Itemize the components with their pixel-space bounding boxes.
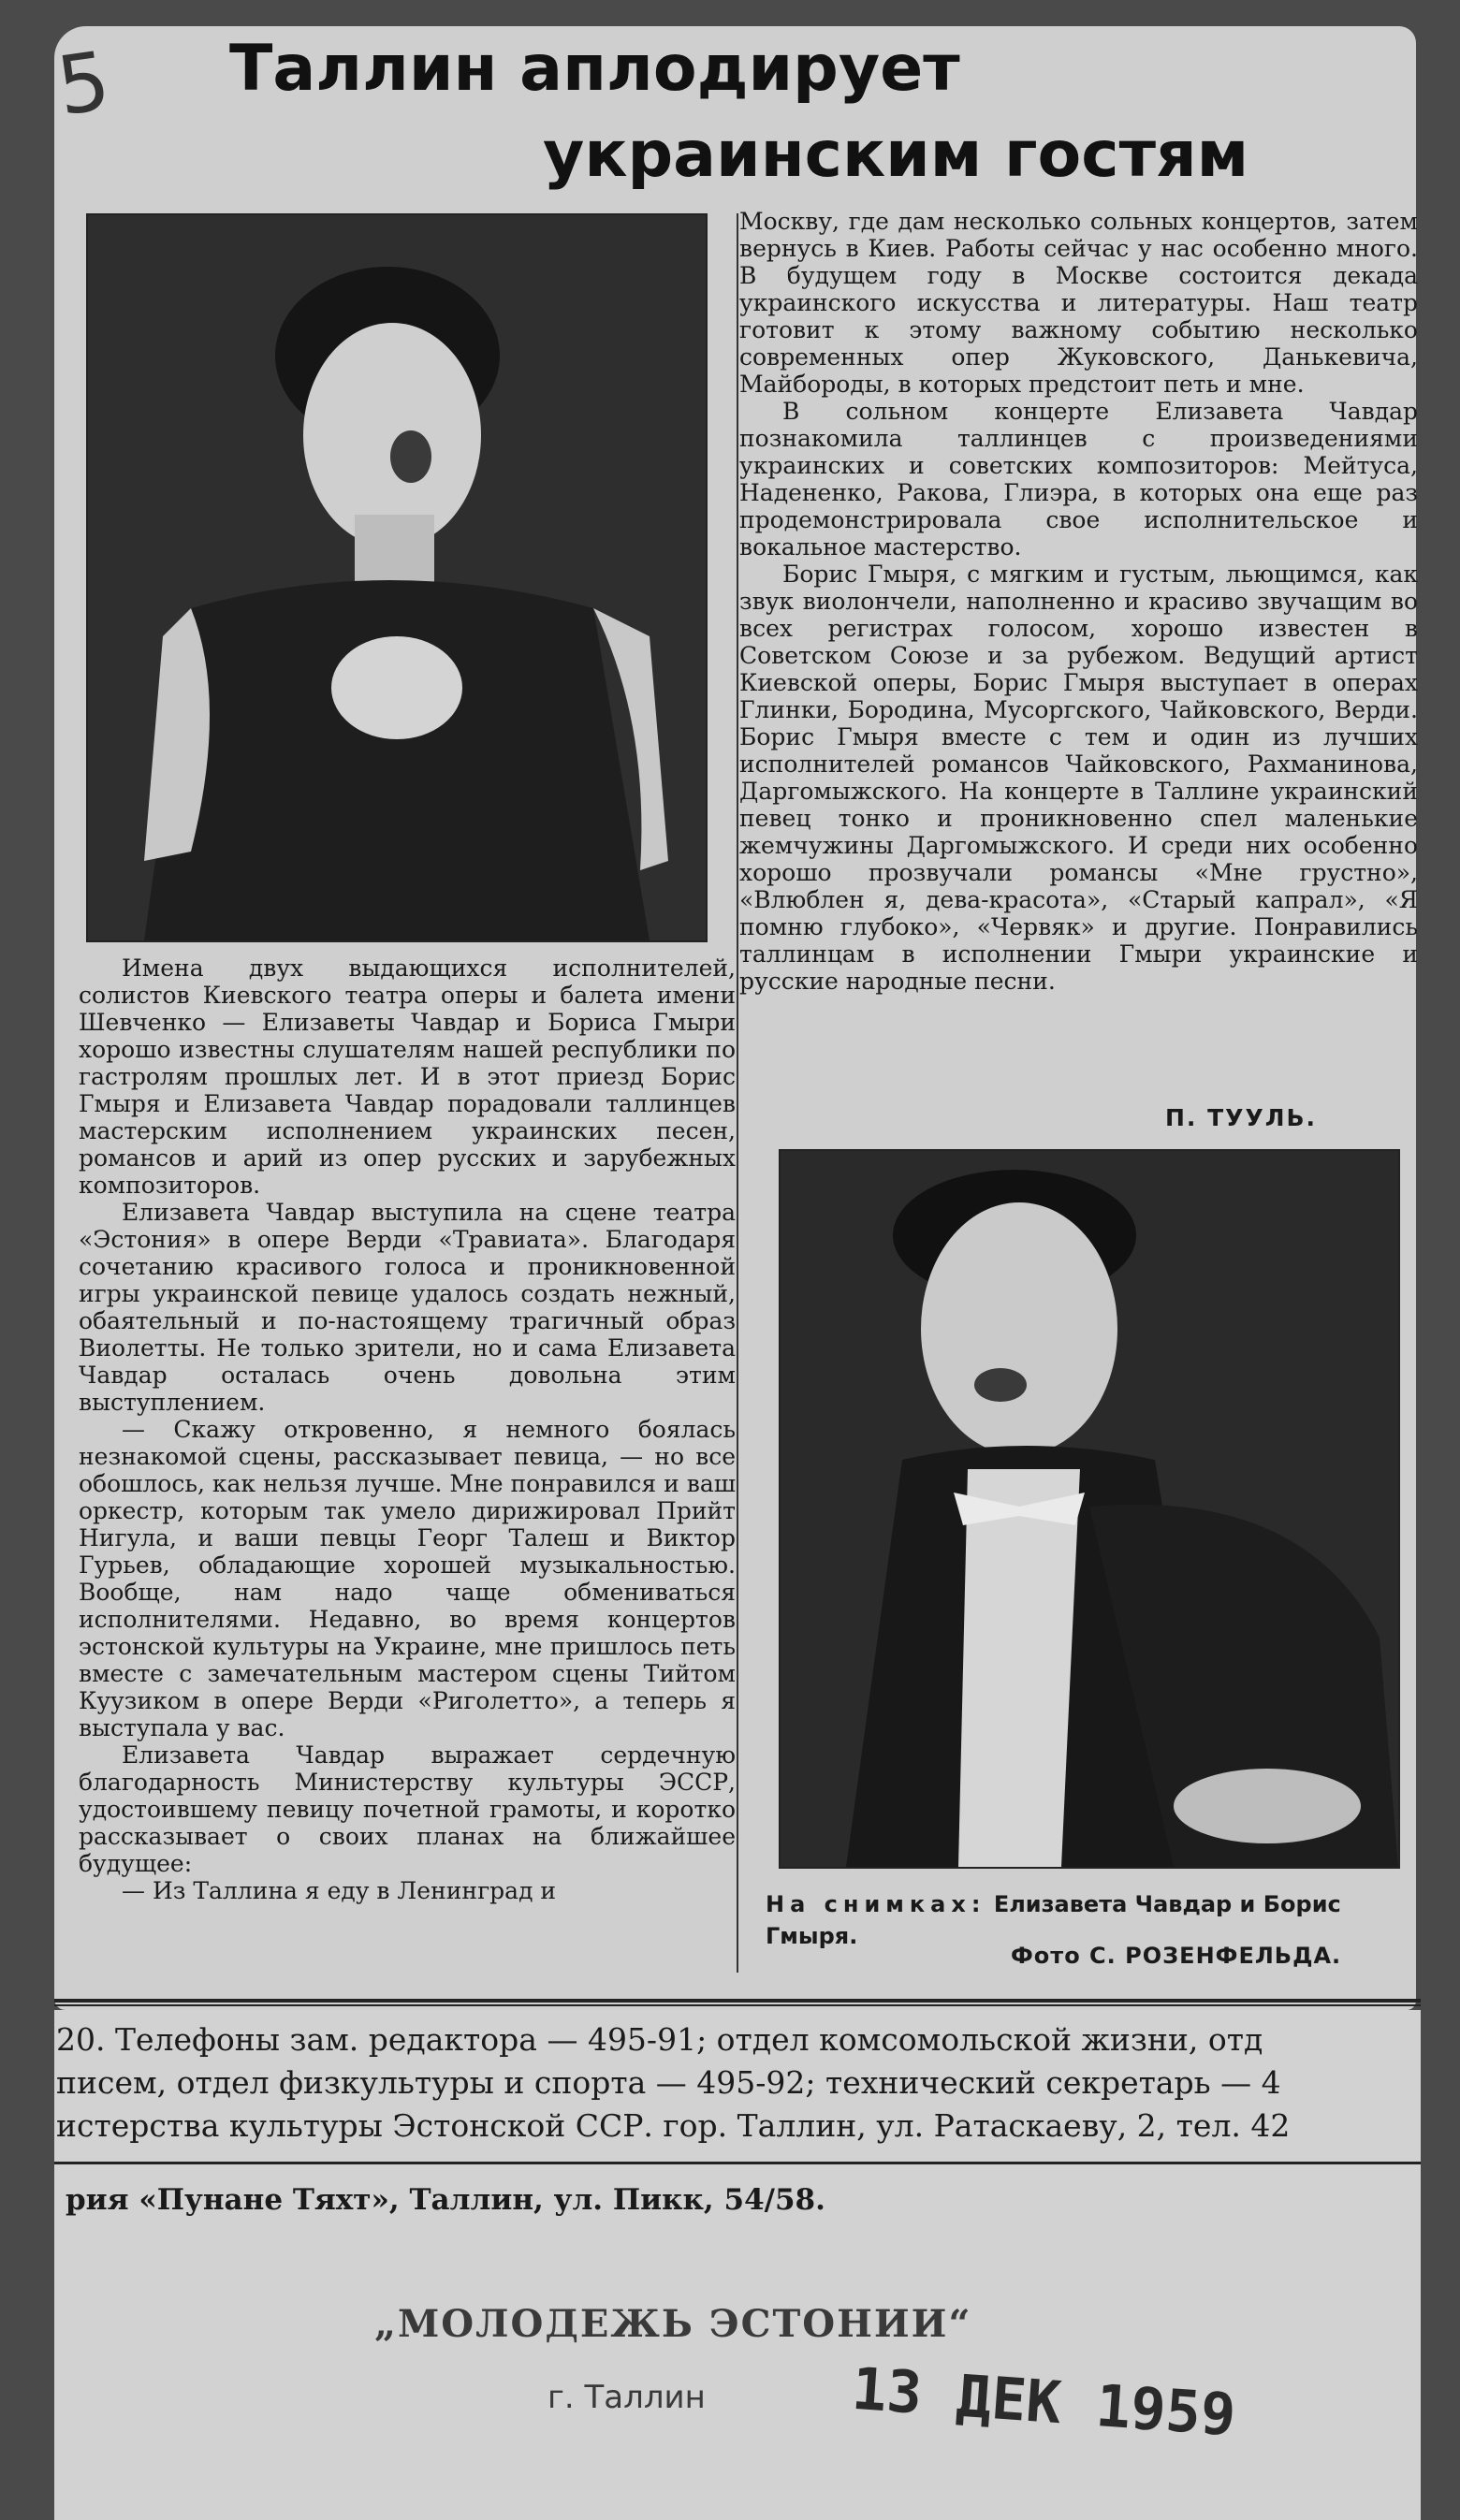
caption-text: Елизавета Чавдар и Борис Гмыря. [766, 1891, 1341, 1949]
stamp-city: г. Таллин [548, 2379, 706, 2416]
caption-lead: На снимках: [766, 1891, 986, 1917]
photo-boris-gmyrya [779, 1149, 1400, 1869]
headline-line-2: украинским гостям [543, 118, 1249, 192]
article-paragraph: Елизавета Чавдар выступила на сцене театра «Эстония» в опере Верди «Травиата». Благодаря сочетанию красивого голоса и проникновенной игры украинской певице удалось создать нежный, обаятельный и по-настоящему трагичный образ Виолетты. Не только зрители, но и сама Елизавета Чавдар осталась очень довольна этим выступлением. [79, 1199, 736, 1416]
photo-woman-image [88, 215, 706, 940]
handwritten-mark: 5 [51, 34, 116, 135]
footer-rule-top-thin [54, 2004, 1421, 2006]
article-paragraph: — Скажу откровенно, я немного боялась незнакомой сцены, рассказывает певица, — но все обошлось, как нельзя лучше. Мне понравился и ваш оркестр, которым так умело дирижировал Прийт Нигула, и ваши певцы Георг Талеш и Виктор Гурьев, обладающие хорошей музыкальностью. Вообще, нам надо чаще обмениваться исполнителями. Недавно, во время концертов эстонской культуры на Украине, мне пришлось петь вместе с замечательным мастером сцены Тийтом Куузиком в опере Верди «Риголетто», а теперь я выступала у вас. [79, 1416, 736, 1741]
photo-credit: Фото С. РОЗЕНФЕЛЬДА. [1011, 1943, 1342, 1969]
photo-elizaveta-chavdar [86, 213, 708, 942]
photo-man-image [781, 1151, 1398, 1867]
footer-line-3: истерства культуры Эстонской ССР. гор. Таллин, ул. Ратаскаеву, 2, тел. 42 [56, 2107, 1291, 2144]
article-paragraph: Борис Гмыря, с мягким и густым, льющимся, как звук виолончели, наполненно и красиво звучащим во всех регистрах голосом, хорошо известен в Советском Союзе и за рубежом. Ведущий артист Киевской оперы, Борис Гмыря выступает в операх Глинки, Бородина, Мусоргского, Чайковского, Верди. Борис Гмыря вместе с тем и один из лучших исполнителей романсов Чайковского, Рахманинова, Даргомыжского. На концерте в Таллине украинский певец тонко и проникновенно спел маленькие жемчужины Даргомыжского. И среди них особенно хорошо прозвучали романсы «Мне грустно», «Влюблен я, дева-красота», «Старый капрал», «Я помню глубоко», «Червяк» и другие. Понравились таллинцам в исполнении Гмыри украинские и русские народные песни. [739, 561, 1418, 995]
article-left-column [79, 954, 736, 1976]
headline-line-1: Таллин аплодирует [229, 32, 960, 106]
author-signature: П. ТУУЛЬ. [1165, 1104, 1318, 1131]
footer-rule-bottom [54, 2162, 1421, 2164]
footer-line-1: 20. Телефоны зам. редактора — 495-91; отдел комсомольской жизни, отд [56, 2021, 1263, 2058]
article-right-column [739, 208, 1418, 1134]
article-paragraph: Елизавета Чавдар выражает сердечную благодарность Министерству культуры ЭССР, удостоившему певицу почетной грамоты, и коротко рассказывает о своих планах на ближайшее будущее: [79, 1741, 736, 1877]
stamp-newspaper-title: „МОЛОДЕЖЬ ЭСТОНИИ“ [374, 2302, 972, 2346]
stamp-date: 13 ДЕК 1959 [849, 2353, 1238, 2450]
article-paragraph: Москву, где дам несколько сольных концертов, затем вернусь в Киев. Работы сейчас у нас особенно много. В будущем году в Москве состоится декада украинского искусства и литературы. Наш театр готовит к этому важному событию несколько современных опер Жуковского, Данькевича, Майбороды, в которых предстоит петь и мне. [739, 208, 1418, 398]
column-divider [737, 213, 738, 1973]
article-paragraph: В сольном концерте Елизавета Чавдар познакомила таллинцев с произведениями украинских и советских композиторов: Мейтуса, Надененко, Ракова, Глиэра, в которых она еще раз продемонстрировала свое исполнительское и вокальное мастерство. [739, 398, 1418, 561]
printer-line: рия «Пунане Тяхт», Таллин, ул. Пикк, 54/58. [66, 2183, 825, 2217]
article-paragraph: — Из Таллина я еду в Ленинград и [122, 1877, 557, 1904]
article-paragraph: Имена двух выдающихся исполнителей, солистов Киевского театра оперы и балета имени Шевченко — Елизаветы Чавдар и Бориса Гмыри хорошо известны слушателям нашей республики по гастролям прошлых лет. И в этот приезд Борис Гмыря и Елизавета Чавдар порадовали таллинцев мастерским исполнением украинских песен, романсов и арий из опер русских и зарубежных композиторов. [79, 954, 736, 1199]
footer-line-2: писем, отдел физкультуры и спорта — 495-92; технический секретарь — 4 [56, 2064, 1281, 2101]
footer-rule-top [54, 1999, 1421, 2003]
